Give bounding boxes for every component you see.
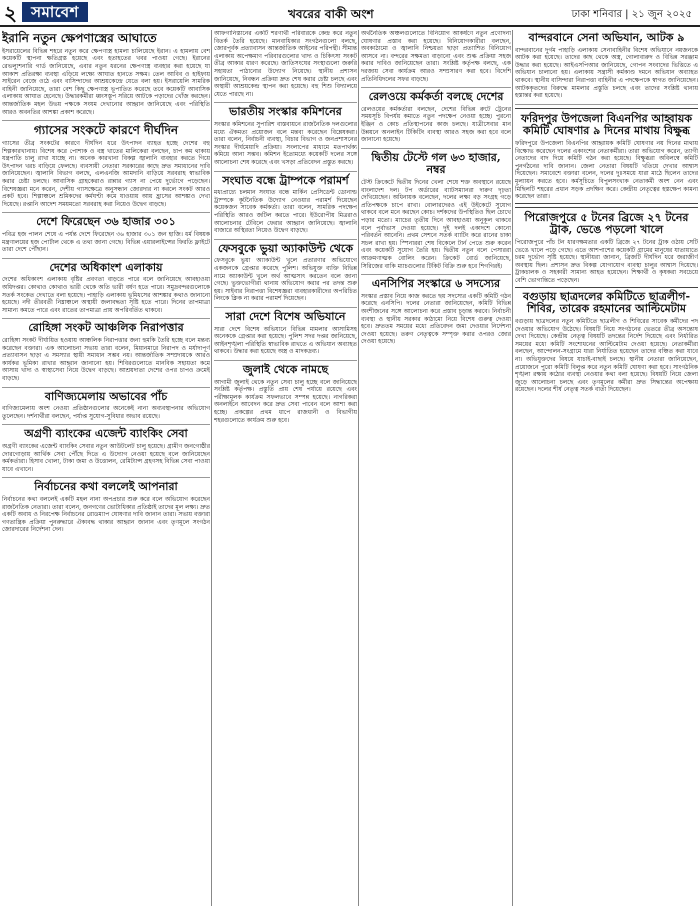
article-hajj-return: [2, 216, 210, 253]
article-divider: [214, 171, 357, 172]
column-divider: [211, 30, 212, 906]
article-july: [214, 364, 357, 424]
article-divider: [2, 424, 210, 425]
article-body: বাণিজ্যমেলায় অংশ নেওয়া প্রতিষ্ঠানগুলোর অনেকেই নানা অব্যবস্থাপনার অভিযোগ তুলেছেন। দর্শনার্থীরা বলছেন, পর্যাপ্ত সুযোগ-সুবিধার অভাব রয়েছে।: [2, 405, 210, 420]
article-headline: জুলাই থেকে নামছে: [242, 362, 329, 376]
article-headline: রোহিঙ্গা সংকট আঞ্চলিক নিরাপত্তার: [28, 321, 184, 335]
article-body: গ্যাসের তীব্র সংকটের কারণে দীর্ঘদিন ধরে উৎপাদন ব্যাহত হচ্ছে দেশের বহু শিল্পকারখানায়। বিশেষ করে পোশাক ও বস্ত্র খাতের মালিকেরা বলছেন, চাপ কম থাকায় যন্ত্রপাতি চালু রাখা যাচ্ছে না। অনেক কারখানা বিকল্প জ্বালানি ব্যবহার করতে গিয়ে উৎপাদন খরচ বাড়িয়ে ফেলছে। ব্যবসায়ী নেতারা সরকারের কাছে দ্রুত সমাধানের দাবি জানিয়েছেন। জ্বালানি বিভাগ বলছে, এলএনজি আমদানি বাড়িয়ে সরবরাহ স্বাভাবিক করার চেষ্টা চলছে। আবাসিক গ্রাহকেরাও রান্নার গ্যাস না পেয়ে দুর্ভোগে পড়েছেন। বিশেষজ্ঞরা মনে করেন, দেশীয় গ্যাসক্ষেত্রে অনুসন্ধান জোরদার না করলে সংকট আরও প্রকট হবে। শিল্পাঞ্চলে শ্রমিকদের কর্মঘণ্টা কমে যাওয়ায় আয় হ্রাসের আশঙ্কাও দেখা দিয়েছে। রপ্তানি আদেশ সময়মতো সরবরাহ করা নিয়েও উদ্বেগ বাড়ছে।: [2, 139, 210, 208]
article-body: দেশের অধিকাংশ এলাকায় বৃষ্টির প্রবণতা বাড়তে পারে বলে জানিয়েছে আবহাওয়া অধিদপ্তর। কোথাও কোথাও ভারী থেকে অতি ভারী বর্ষণ হতে পারে। সমুদ্রবন্দরগুলোকে সতর্ক সংকেত দেখাতে বলা হয়েছে। পাহাড়ি এলাকায় ভূমিধসের আশঙ্কার কথাও জানানো হয়েছে। নদী তীরবর্তী নিম্নাঞ্চলে অস্থায়ী জলাবদ্ধতা সৃষ্টি হতে পারে। দিনের তাপমাত্রা সামান্য কমতে পারে এবং রাতের তাপমাত্রা প্রায় অপরিবর্তিত থাকবে।: [2, 276, 210, 314]
article-body: রেলওয়ের কর্মকর্তারা বলছেন, দেশের বিভিন্ন রুটে ট্রেনের সময়সূচি বিপর্যয় কমাতে নতুন পদক্ষেপ নেওয়া হচ্ছে। পুরনো ইঞ্জিন ও কোচ প্রতিস্থাপনের কাজ চলছে। যাত্রীসেবার মান উন্নয়নে অনলাইন টিকিটিং ব্যবস্থা আরও সহজ করা হবে বলে জানানো হয়েছে।: [361, 105, 511, 144]
column-divider: [358, 30, 359, 906]
article-body: সারা দেশে বিশেষ অভিযানে বিভিন্ন মামলার আসামিসহ অনেককে গ্রেপ্তার করা হয়েছে। পুলিশ সদর দপ্তর জানিয়েছে, আইনশৃঙ্খলা পরিস্থিতি স্বাভাবিক রাখতে এ অভিযান অব্যাহত থাকবে। উদ্ধার করা হয়েছে অস্ত্র ও মাদকদ্রব্য।: [214, 325, 357, 356]
article-divider: [2, 477, 210, 478]
article-body: নির্বাচনের কথা বললেই একটি মহল নানা অপপ্রচার শুরু করে বলে অভিযোগ করেছেন রাজনৈতিক নেতারা। তারা বলেন, জনগণের ভোটাধিকার প্রতিষ্ঠাই তাদের মূল লক্ষ্য। দ্রুত একটি অবাধ ও নিরপেক্ষ নির্বাচনের রোডম্যাপ ঘোষণার দাবি জানান তারা। সভায় বক্তারা গণতান্ত্রিক প্রক্রিয়া পুনরুদ্ধারে ঐক্যবদ্ধ থাকার আহ্বান জানান এবং তৃণমূলে সংগঠন জোরদারের নির্দেশনা দেন।: [2, 496, 210, 534]
article-headline: ফরিদপুর উপজেলা বিএনপির আহ্বায়ক কমিটি ঘোষণার ৯ দিনের মাথায় বিক্ষুব্ধ: [520, 111, 693, 138]
article-agrani-bank: [2, 428, 210, 473]
article-election: [2, 481, 210, 534]
article-divider: [214, 307, 357, 308]
article-divider: [361, 87, 511, 88]
article-railway: [361, 91, 511, 144]
article-body: বগুড়ায় ছাত্রদলের নতুন কমিটিতে ছাত্রলীগ ও শিবিরের সাবেক কর্মীদের পদ দেওয়ার অভিযোগ উঠেছে। বিষয়টি নিয়ে সংগঠনের ভেতরে তীব্র অসন্তোষ দেখা দিয়েছে। কেন্দ্রীয় নেতৃত্ব বিষয়টি তদন্তের নির্দেশ দিয়েছে এবং নির্ধারিত সময়ের মধ্যে কমিটি সংশোধনের আল্টিমেটাম দেওয়া হয়েছে। নেতাকর্মীরা বলছেন, আন্দোলন-সংগ্রামে যারা নির্যাতিত হয়েছেন তাদের বঞ্চিত করা যাবে না। অভিযুক্তদের বিষয়ে যাচাই-বাছাই চলছে। স্থানীয় নেতারা জানিয়েছেন, প্রয়োজনে পুরো কমিটি বিলুপ্ত করে নতুন কমিটি ঘোষণা করা হবে। সাংগঠনিক শৃঙ্খলা রক্ষায় কঠোর ব্যবস্থা নেওয়ার কথা বলা হয়েছে। বিষয়টি নিয়ে জেলা জুড়ে আলোচনা চলছে এবং তৃণমূলের কর্মীরা দ্রুত সিদ্ধান্তের অপেক্ষায় রয়েছেন। দলের শীর্ষ নেতৃত্ব সতর্ক বার্তা দিয়েছেন।: [515, 317, 698, 394]
article-body: ফরিদপুরে উপজেলা বিএনপির আহ্বায়ক কমিটি ঘোষণার নয় দিনের মাথায় বিক্ষোভ করেছেন দলের একাংশের নেতাকর্মীরা। তারা অভিযোগ করেন, ত্যাগী নেতাদের বাদ দিয়ে কমিটি গঠন করা হয়েছে। বিক্ষুব্ধরা অবিলম্বে কমিটি পুনর্গঠনের দাবি জানান। জেলা নেতারা বিষয়টি খতিয়ে দেখার আশ্বাস দিয়েছেন। সমাবেশে বক্তারা বলেন, দলের দুঃসময়ে যারা মাঠে ছিলেন তাদের মূল্যায়ন করতে হবে। কর্মসূচিতে বিপুলসংখ্যক নেতাকর্মী অংশ নেন এবং মিছিলটি শহরের প্রধান সড়ক প্রদক্ষিণ করে। কেন্দ্রীয় নেতৃত্বের হস্তক্ষেপ কামনা করেছেন তারা।: [515, 140, 698, 201]
article-iran-missile: [2, 32, 210, 116]
article-headline: বগুড়ায় ছাত্রদলের কমিটিতে ছাত্রলীগ-শিবির, তারেক রহমানের আল্টিমেটাম: [522, 289, 691, 316]
article-headline: নির্বাচনের কথা বললেই আপনারা: [34, 480, 178, 494]
article-body: পবিত্র হজ পালন শেষে এ পর্যন্ত দেশে ফিরেছেন ৩৬ হাজার ৩০১ জন হাজি। ধর্ম বিষয়ক মন্ত্রণালয়ের হজ পোর্টাল থেকে এ তথ্য জানা গেছে। বিভিন্ন এয়ারলাইন্সের ফিরতি ফ্লাইটে তারা দেশে পৌঁছান।: [2, 230, 210, 254]
article-bandarban: [515, 32, 698, 100]
article-continued-2: [361, 30, 511, 83]
article-body: ফেসবুকে ভুয়া অ্যাকাউন্ট খুলে প্রতারণার অভিযোগে একজনকে গ্রেপ্তার করেছে পুলিশ। অভিযুক্ত ব্যক্তি বিভিন্ন নামে অ্যাকাউন্ট খুলে অর্থ আত্মসাৎ করতেন বলে জানা গেছে। ভুক্তভোগীরা থানায় অভিযোগ করার পর তদন্ত শুরু হয়। সাইবার নিরাপত্তা বিশেষজ্ঞরা ব্যবহারকারীদের অপরিচিত লিংকে ক্লিক না করার পরামর্শ দিয়েছেন।: [214, 257, 357, 303]
column-divider: [512, 30, 513, 906]
article-divider: [214, 239, 357, 240]
article-body: অর্থনৈতিক অঞ্চলগুলোতে বিনিয়োগ আকর্ষণে নতুন প্রণোদনা ঘোষণার প্রস্তাব করা হয়েছে। বিনিয়োগকারীরা বলছেন, অবকাঠামো ও জ্বালানি নিশ্চয়তা ছাড়া প্রত্যাশিত বিনিয়োগ আসবে না। বন্দরের সক্ষমতা বাড়ানো এবং শুল্ক প্রক্রিয়া সহজ করার দাবিও জানিয়েছেন তারা। সংশ্লিষ্ট কর্তৃপক্ষ বলছে, এক দরজায় সেবা কার্যক্রম আরও সম্প্রসারণ করা হবে। বিদেশি প্রতিনিধিদলের সফর বাড়ছে।: [361, 30, 511, 83]
article-headline: ফেসবুকে ভুয়া অ্যাকাউন্ট থেকে: [217, 241, 354, 255]
article-body: আফগানিস্তানের একটি শরণার্থী পরিবারকে কেন্দ্র করে নতুন বিতর্ক তৈরি হয়েছে। মানবাধিকার সংগঠনগুলো বলছে, জোরপূর্বক প্রত্যাবাসন আন্তর্জাতিক আইনের পরিপন্থী। সীমান্ত এলাকায় অপেক্ষমাণ পরিবারগুলোর খাদ্য ও চিকিৎসা সংকট তীব্র আকার ধারণ করেছে। জাতিসংঘের সংস্থাগুলো জরুরি সহায়তা পাঠানোর উদ্যোগ নিয়েছে। স্থানীয় প্রশাসন জানিয়েছে, নিবন্ধন প্রক্রিয়া দ্রুত শেষ করার চেষ্টা চলছে এবং অস্থায়ী আশ্রয়কেন্দ্র স্থাপন করা হয়েছে। বহু শিশু বিদ্যালয়ে যেতে পারছে না।: [214, 30, 357, 98]
article-body: টেস্ট ক্রিকেটে দ্বিতীয় দিনের খেলা শেষে শক্ত অবস্থানে রয়েছে বাংলাদেশ দল। টপ অর্ডারের ব্যাটসম্যানরা দারুণ দৃঢ়তা দেখিয়েছেন। অধিনায়ক বলেছেন, দলের লক্ষ্য বড় সংগ্রহ গড়ে প্রতিপক্ষকে চাপে রাখা। বোলারদেরও এই উইকেটে সুযোগ থাকবে বলে মনে করছেন কোচ। দর্শকদের উপস্থিতিও ছিল চোখে পড়ার মতো। ম্যাচের তৃতীয় দিনে আবহাওয়া অনুকূল থাকবে বলে পূর্বাভাস দেওয়া হয়েছে। দুই দলই একাদশে কোনো পরিবর্তন আনেনি। প্রথম সেশনে সতর্ক ব্যাটিং করে রানের চাকা সচল রাখা হয়। স্পিনাররা শেষ বিকেলে টার্ন পেতে শুরু করেন এবং কয়েকটি সুযোগ তৈরি হয়। দ্বিতীয় নতুন বলে পেসাররা আক্রমণাত্মক বোলিং করেন। ক্রিকেট বোর্ড জানিয়েছে, সিরিজের বাকি ম্যাচগুলোর টিকিট বিক্রি শুরু হবে শিগগিরই।: [361, 179, 511, 270]
article-headline: এনসিপির সংস্কারে ৬ সদস্যের: [371, 277, 501, 291]
article-headline: ইরানি নতুন ক্ষেপণাস্ত্রের আঘাতে: [2, 31, 157, 45]
column-2: [214, 30, 357, 910]
article-headline: অগ্রণী ব্যাংকের এজেন্ট ব্যাংকিং সেবা: [24, 427, 188, 441]
article-trump-advice: [214, 175, 357, 235]
article-special-drive: [214, 311, 357, 356]
article-body: সংস্কার প্রস্তাব নিয়ে কাজ করতে ছয় সদস্যের একটি কমিটি গঠন করেছে এনসিপি। দলের নেতারা জানিয়েছেন, কমিটি বিভিন্ন অংশীজনের সঙ্গে আলোচনা করে প্রস্তাব চূড়ান্ত করবে। নির্বাচনী ব্যবস্থা ও স্থানীয় সরকার কাঠামো নিয়ে বিশেষ গুরুত্ব দেওয়া হবে। দ্রুততম সময়ের মধ্যে প্রতিবেদন জমা দেওয়ার নির্দেশনা দেওয়া হয়েছে। তরুণ নেতৃত্বকে সম্পৃক্ত করার ওপরও জোর দেওয়া হয়েছে।: [361, 292, 511, 346]
article-body: আগামী জুলাই থেকে নতুন সেবা চালু হচ্ছে বলে জানিয়েছে সংশ্লিষ্ট কর্তৃপক্ষ। প্রস্তুতি প্রায় শেষ পর্যায়ে রয়েছে এবং পরীক্ষামূলক কার্যক্রম সফলভাবে সম্পন্ন হয়েছে। নাগরিকরা অনলাইনে আবেদন করে দ্রুত সেবা পাবেন বলে আশা করা হচ্ছে। প্রকল্পের প্রথম ধাপে রাজধানী ও বিভাগীয় শহরগুলোতে কার্যক্রম শুরু হবে।: [214, 378, 357, 424]
article-body: রোহিঙ্গা সংকট দীর্ঘায়িত হওয়ায় আঞ্চলিক নিরাপত্তার জন্য হুমকি তৈরি হচ্ছে বলে মন্তব্য করেছেন বক্তারা। এক আলোচনা সভায় তারা বলেন, মিয়ানমারে নিরাপদ ও মর্যাদাপূর্ণ প্রত্যাবাসন ছাড়া এ সমস্যার স্থায়ী সমাধান সম্ভব নয়। আন্তর্জাতিক সম্প্রদায়কে আরও কার্যকর ভূমিকা রাখার আহ্বান জানানো হয়। শিবিরগুলোতে মানবিক সহায়তা কমে আসায় খাদ্য ও স্বাস্থ্যসেবা নিয়ে উদ্বেগ বাড়ছে। আশ্রয়দাতা দেশের ওপর চাপও ক্রমেই বাড়ছে।: [2, 336, 210, 382]
article-headline: সংঘাত বন্ধে ট্রাম্পকে পরামর্শ: [222, 173, 349, 187]
article-headline: দেশে ফিরেছেন ৩৬ হাজার ৩০১: [36, 215, 176, 229]
article-headline: গ্যাসের সংকটে কারণে দীর্ঘদিন: [33, 123, 179, 138]
article-divider: [361, 148, 511, 149]
article-body: মধ্যপ্রাচ্যে চলমান সংঘাত বন্ধে মার্কিন প্রেসিডেন্ট ডোনাল্ড ট্রাম্পকে কূটনৈতিক উদ্যোগ নেওয়ার পরামর্শ দিয়েছেন কয়েকজন সাবেক কর্মকর্তা। তারা বলেন, সামরিক পদক্ষেপ পরিস্থিতি আরও জটিল করতে পারে। ইউরোপীয় মিত্ররাও আলোচনার টেবিলে ফেরার আহ্বান জানিয়েছে। জ্বালানি বাজারে অস্থিরতা নিয়েও উদ্বেগ বাড়ছে।: [214, 189, 357, 235]
masthead: [0, 0, 700, 26]
article-divider: [515, 104, 698, 105]
article-body: ইসরায়েলের বিভিন্ন শহরে নতুন করে ক্ষেপণাস্ত্র হামলা চালিয়েছে ইরান। এ হামলায় বেশ কয়েকটি স্থাপনা ক্ষতিগ্রস্ত হয়েছে এবং হতাহতের খবর পাওয়া গেছে। ইরানের রেভল্যুশনারি গার্ড জানিয়েছে, এবার নতুন ধরনের ক্ষেপণাস্ত্র ব্যবহার করা হয়েছে যা আকাশ প্রতিরক্ষা ব্যবস্থা এড়িয়ে লক্ষ্যে আঘাত হানতে সক্ষম। তেল আবিব ও হাইফায় সাইরেন বেজে ওঠে এবং বাসিন্দাদের আশ্রয়কেন্দ্রে যেতে বলা হয়। ইসরায়েলি সামরিক বাহিনী জানিয়েছে, তারা বেশ কিছু ক্ষেপণাস্ত্র ভূপাতিত করেছে তবে কয়েকটি আবাসিক এলাকায় আঘাত হেনেছে। উদ্ধারকর্মীরা ধ্বংসস্তূপ সরিয়ে আটকে পড়াদের খোঁজ করছেন। আন্তর্জাতিক মহল উভয় পক্ষকে সংযম দেখানোর আহ্বান জানিয়েছে এবং পরিস্থিতি আরও অবনতির আশঙ্কা প্রকাশ করেছে।: [2, 47, 210, 116]
column-3: [361, 30, 511, 910]
article-reform-commission: [214, 106, 357, 166]
article-facebook-fake: [214, 243, 357, 303]
article-continued-1: [214, 30, 357, 98]
article-headline: দেশের অধিকাংশ এলাকায়: [49, 260, 163, 274]
article-pirojpur-bridge: [515, 207, 698, 288]
article-gas-crisis: [2, 124, 210, 208]
article-divider: [2, 120, 210, 121]
article-headline: দ্বিতীয় টেস্টে গল ৬৩ হাজার, নম্বর: [371, 150, 501, 177]
column-4: [515, 30, 698, 910]
article-divider: [361, 274, 511, 275]
article-headline: সারা দেশে বিশেষ অভিযানে: [225, 309, 346, 323]
masthead-rule: [0, 25, 700, 27]
article-body: বান্দরবানের দুর্গম পাহাড়ি এলাকায় সেনাবাহিনীর বিশেষ অভিযানে নয়জনকে আটক করা হয়েছে। তাদের কাছ থেকে অস্ত্র, গোলাবারুদ ও বিভিন্ন সরঞ্জাম উদ্ধার করা হয়েছে। আইএসপিআর জানিয়েছে, গোপন সংবাদের ভিত্তিতে এ অভিযান চালানো হয়। এলাকায় সন্ত্রাসী কর্মকাণ্ড দমনে অভিযান অব্যাহত থাকবে। স্থানীয় বাসিন্দারা নিরাপত্তা বাহিনীর এ পদক্ষেপকে স্বাগত জানিয়েছেন। আটককৃতদের বিরুদ্ধে মামলার প্রস্তুতি চলছে এবং তাদের সংশ্লিষ্ট থানায় হস্তান্তর করা হয়েছে।: [515, 46, 698, 100]
article-trade-fair: [2, 391, 210, 421]
article-divider: [214, 360, 357, 361]
section-title: খবরের বাকী অংশ: [288, 7, 374, 21]
edition-date: ঢাকা শনিবার ‍‍| ২১ জুন ২০২৫: [571, 9, 692, 20]
article-body: পিরোজপুরে পাঁচ টন ধারণক্ষমতার একটি ব্রিজে ২৭ টনের ট্রাক ওঠায় সেটি ভেঙে খালে পড়ে গেছে। এতে আশপাশের কয়েকটি গ্রামের মানুষের যাতায়াতে চরম দুর্ভোগ সৃষ্টি হয়েছে। স্থানীয়রা জানান, ব্রিজটি দীর্ঘদিন ধরে জরাজীর্ণ অবস্থায় ছিল। প্রশাসন দ্রুত বিকল্প যোগাযোগ ব্যবস্থা চালুর আশ্বাস দিয়েছে। ট্রাকচালক ও সহকারী সামান্য আহত হয়েছেন। শিক্ষার্থী ও কৃষকরা সবচেয়ে বেশি ভোগান্তিতে পড়েছেন।: [515, 239, 698, 285]
article-rohingya: [2, 322, 210, 382]
article-weather: [2, 262, 210, 315]
article-divider: [2, 212, 210, 213]
article-test-cricket: [361, 152, 511, 270]
page-number: ২: [4, 1, 18, 25]
article-divider: [214, 102, 357, 103]
article-divider: [2, 258, 210, 259]
article-bogura-chhatradal: [515, 291, 698, 394]
article-body: অগ্রণী ব্যাংকের এজেন্ট ব্যাংকিং সেবার নতুন আউটলেট চালু হয়েছে। গ্রামীণ জনগোষ্ঠীর দোরগোড়ায় আর্থিক সেবা পৌঁছে দিতে এ উদ্যোগ নেওয়া হয়েছে বলে জানিয়েছেন কর্মকর্তারা। হিসাব খোলা, টাকা জমা ও উত্তোলন, রেমিট্যান্স গ্রহণসহ বিভিন্ন সেবা পাওয়া যাবে এখানে।: [2, 442, 210, 473]
article-headline: ভারতীয় সংস্কার কমিশনের: [229, 105, 342, 119]
article-headline: রেলওয়ে কর্মকর্তা বলছে দেশের: [368, 90, 504, 104]
article-headline: বান্দরবানে সেনা অভিযান, আটক ৯: [528, 31, 685, 44]
article-headline: বাণিজ্যমেলায় অভাবের পাঁচ: [44, 389, 168, 403]
column-1: [2, 30, 210, 910]
article-faridpur-bnp: [515, 108, 698, 204]
article-divider: [2, 387, 210, 388]
article-body: সংস্কার কমিশনের সুপারিশ বাস্তবায়নে রাজনৈতিক দলগুলোর মধ্যে ঐকমত্য প্রয়োজন বলে মন্তব্য করেছেন বিশ্লেষকরা। তারা বলেন, নির্বাচনী ব্যবস্থা, বিচার বিভাগ ও জনপ্রশাসনের সংস্কার দীর্ঘমেয়াদি প্রক্রিয়া। সংলাপের মাধ্যমে মতপার্থক্য কমিয়ে আনা সম্ভব। কমিশন ইতোমধ্যে কয়েকটি দলের সঙ্গে আলোচনা শেষ করেছে এবং খসড়া প্রতিবেদন প্রস্তুত করছে।: [214, 120, 357, 166]
article-ncp-reform: [361, 278, 511, 346]
article-headline: পিরোজপুরে ৫ টনের ব্রিজে ২৭ টনের ট্রাক, ভেঙে পড়লো খালে: [524, 210, 689, 237]
newspaper-logo: সমাবেশ: [22, 2, 88, 22]
article-divider: [2, 318, 210, 319]
